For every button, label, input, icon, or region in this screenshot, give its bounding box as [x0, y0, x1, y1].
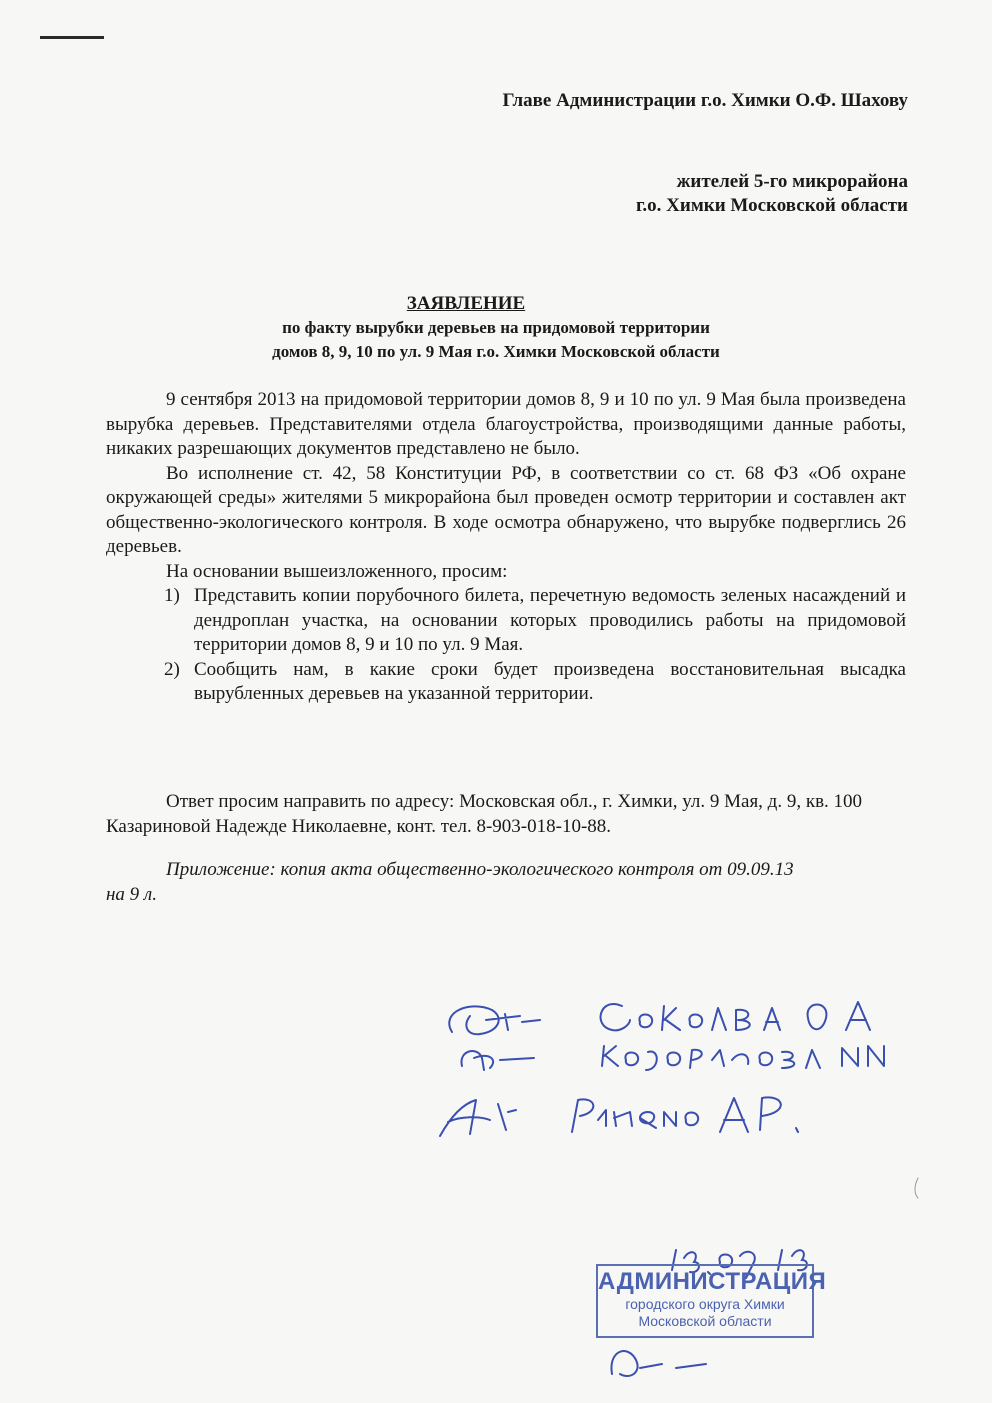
answer-address — [106, 790, 906, 839]
title-subline-2: домов 8, 9, 10 по ул. 9 Мая г.о. Химки Московской области — [272, 342, 720, 361]
list-item — [106, 658, 906, 707]
attachment-note — [106, 858, 906, 907]
stamp-handwritten-mark — [611, 1351, 706, 1376]
stamp-line-3: Московской области — [638, 1313, 772, 1329]
stamp-line-1: АДМИНИСТРАЦИЯ — [598, 1268, 827, 1295]
paragraph-1: 9 сентября 2013 на придомовой территории домов 8, 9 и 10 по ул. 9 Мая была произведена вырубка деревьев. Представителями отдела благоустройства, производящими данные работы, никаких разрешающих документов представлено не было. — [106, 389, 906, 459]
request-list — [106, 584, 906, 707]
attachment-line-1: Приложение: копия акта общественно-экологического контроля от 09.09.13 — [166, 859, 794, 880]
signature-mark-1 — [449, 1006, 540, 1034]
attachment-line-2: на 9 л. — [106, 883, 157, 905]
corner-mark — [40, 36, 104, 39]
answer-line-2: Казариновой Надежде Николаевне, конт. тел. 8-903-018-10-88. — [106, 815, 612, 837]
paragraph-2: Во исполнение ст. 42, 58 Конституции РФ, в соответствии со ст. 68 ФЗ «Об охране окружающей среды» жителями 5 микрорайона был проведен осмотр территории и составлен акт общественно-экологического контроля. В ходе осмотра обнаружено, что вырубке подверглись 26 деревьев. — [106, 462, 906, 557]
list-item-number: 1) — [164, 585, 180, 606]
title-block — [0, 293, 992, 363]
signature-name-1 — [601, 1002, 870, 1030]
sender-line-1: жителей 5-го микрорайона — [676, 171, 908, 192]
sender-block — [636, 170, 908, 218]
addressee: Главе Администрации г.о. Химки О.Ф. Шахову — [502, 90, 908, 111]
signature-name-2 — [602, 1046, 884, 1070]
paragraph-3: На основании вышеизложенного, просим: — [166, 560, 508, 582]
title-subline-1: по факту вырубки деревьев на придомовой территории — [282, 318, 710, 337]
list-item-number: 2) — [164, 658, 180, 680]
list-item — [106, 584, 906, 658]
answer-line-1: Ответ просим направить по адресу: Московская обл., г. Химки, ул. 9 Мая, д. 9, кв. 100 — [166, 791, 863, 812]
signature-name-3 — [572, 1097, 798, 1132]
margin-mark — [915, 1178, 918, 1198]
sender-line-2: г.о. Химки Московской области — [635, 195, 908, 216]
document-title: ЗАЯВЛЕНИЕ — [406, 293, 526, 314]
signature-mark-3 — [440, 1100, 516, 1136]
statement-body — [106, 388, 906, 707]
list-item-text: Сообщить нам, в какие сроки будет произведена восстановительная высадка вырубленных деревьев на указанной территории. — [194, 658, 906, 704]
administration-stamp — [596, 1264, 827, 1338]
list-item-text: Представить копии порубочного билета, перечетную ведомость зеленых насаждений и дендроплан участка, на основании которых проводились работы на придомовой территории домов 8, 9 и 10 по ул. 9 Мая. — [194, 585, 906, 655]
signature-mark-2 — [461, 1051, 534, 1070]
stamp-line-2: городского округа Химки — [625, 1296, 785, 1312]
